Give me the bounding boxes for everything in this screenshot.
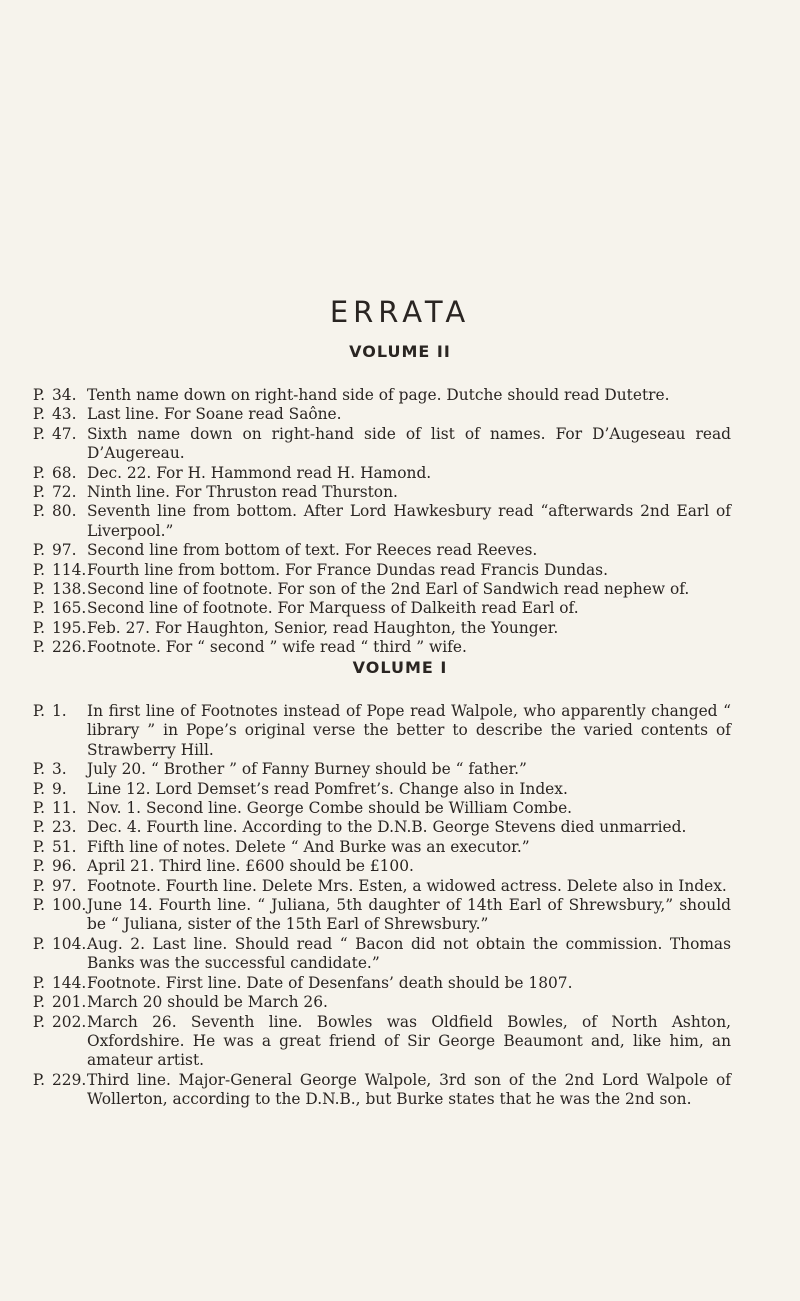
errata-entry: [0, 838, 800, 857]
errata-entry: [0, 638, 800, 657]
entry-prefix: P.: [32, 973, 45, 992]
entry-page-number: 100.: [52, 896, 87, 915]
entry-page-number: 144.: [52, 973, 87, 992]
volume-i-heading: VOLUME I: [352, 658, 448, 677]
entry-page-number: 195.: [52, 618, 87, 637]
errata-entry: [0, 619, 800, 638]
entry-prefix: P.: [32, 896, 45, 915]
entry-text: July 20. “ Brother ” of Fanny Burney should be “ father.”: [87, 760, 527, 779]
errata-entry: [0, 580, 800, 599]
entry-text: Tenth name down on right-hand side of page. Dutche should read Dutetre.: [87, 386, 670, 404]
entry-text: Dec. 4. Fourth line. According to the D.N.B. George Stevens died unmarried.: [87, 818, 687, 837]
errata-entry: [0, 974, 800, 993]
entry-page-number: 202.: [52, 1012, 87, 1031]
errata-entry: [0, 599, 800, 618]
errata-entry: [0, 405, 800, 424]
errata-entry: [0, 760, 800, 779]
entry-page-number: 3.: [52, 760, 67, 779]
entry-text: Footnote. First line. Date of Desenfans’ death should be 1807.: [87, 973, 573, 992]
entry-prefix: P.: [32, 837, 45, 856]
entry-text: June 14. Fourth line. “ Juliana, 5th daughter of 14th Earl of Shrewsbury,” should be “ Juliana, sister of the 15th Earl of Shrewsbury.”: [87, 896, 731, 934]
entry-prefix: P.: [32, 463, 45, 482]
entry-page-number: 1.: [52, 702, 67, 720]
entry-text: Fourth line from bottom. For France Dundas read Francis Dundas.: [87, 560, 608, 579]
entry-page-number: 51.: [52, 837, 77, 856]
entry-page-number: 114.: [52, 560, 87, 579]
entry-prefix: P.: [32, 424, 45, 443]
entry-text: Aug. 2. Last line. Should read “ Bacon did not obtain the commission. Thomas Banks was the successful candidate.”: [87, 934, 731, 973]
entry-page-number: 68.: [52, 463, 77, 482]
errata-entry: [0, 857, 800, 876]
entry-text: Ninth line. For Thruston read Thurston.: [87, 483, 398, 502]
errata-entry: [0, 818, 800, 837]
entry-text: Dec. 22. For H. Hammond read H. Hamond.: [87, 463, 432, 482]
errata-entry: [0, 502, 800, 541]
entry-page-number: 47.: [52, 424, 77, 443]
errata-entry: [0, 425, 800, 464]
entry-prefix: P.: [32, 483, 45, 502]
entry-prefix: P.: [32, 799, 45, 818]
errata-entry: [0, 483, 800, 502]
entry-text: Footnote. For “ second ” wife read “ third ” wife.: [87, 638, 467, 657]
entry-page-number: 43.: [52, 405, 77, 424]
entry-page-number: 138.: [52, 580, 87, 599]
entry-prefix: P.: [32, 760, 45, 779]
entry-page-number: 9.: [52, 779, 67, 798]
entry-text: Last line. For Soane read Saône.: [87, 405, 342, 424]
volume-ii-errata-list: [0, 386, 800, 658]
entry-prefix: P.: [32, 560, 45, 579]
entry-text: Line 12. Lord Demset’s read Pomfret’s. Change also in Index.: [87, 779, 568, 798]
entry-page-number: 229.: [52, 1070, 87, 1089]
entry-text: Second line of footnote. For Marquess of Dalkeith read Earl of.: [87, 599, 579, 618]
entry-page-number: 34.: [52, 386, 77, 404]
entry-text: Sixth name down on right-hand side of list of names. For D’Augeseau read D’Augereau.: [87, 424, 731, 463]
entry-prefix: P.: [32, 876, 45, 895]
entry-text: April 21. Third line. £600 should be £100.: [87, 857, 414, 876]
entry-prefix: P.: [32, 638, 45, 657]
entry-prefix: P.: [32, 857, 45, 876]
entry-page-number: 104.: [52, 934, 87, 953]
page-title: ERRATA: [329, 295, 471, 329]
volume-ii-heading: VOLUME II: [349, 342, 451, 361]
errata-entry: [0, 935, 800, 974]
errata-entry: [0, 541, 800, 560]
entry-page-number: 165.: [52, 599, 87, 618]
entry-prefix: P.: [32, 702, 45, 720]
entry-page-number: 201.: [52, 993, 87, 1012]
entry-prefix: P.: [32, 502, 45, 521]
errata-entry: [0, 702, 800, 760]
errata-entry: [0, 561, 800, 580]
entry-text: Second line of footnote. For son of the 2nd Earl of Sandwich read nephew of.: [87, 580, 690, 599]
entry-prefix: P.: [32, 818, 45, 837]
errata-entry: [0, 896, 800, 935]
errata-entry: [0, 877, 800, 896]
errata-entry: [0, 799, 800, 818]
errata-entry: [0, 780, 800, 799]
entry-text: March 20 should be March 26.: [87, 993, 328, 1012]
entry-prefix: P.: [32, 993, 45, 1012]
entry-text: Feb. 27. For Haughton, Senior, read Haughton, the Younger.: [87, 618, 559, 637]
entry-text: March 26. Seventh line. Bowles was Oldfield Bowles, of North Ashton, Oxfordshire. He was a great friend of Sir George Beaumont and, like him, an amateur artist.: [87, 1012, 731, 1070]
entry-prefix: P.: [32, 405, 45, 424]
entry-page-number: 11.: [52, 799, 77, 818]
entry-text: Second line from bottom of text. For Reeces read Reeves.: [87, 541, 538, 560]
entry-prefix: P.: [32, 599, 45, 618]
entry-page-number: 72.: [52, 483, 77, 502]
errata-entry: [0, 464, 800, 483]
volume-i-errata-list: [0, 702, 800, 1110]
entry-page-number: 80.: [52, 502, 77, 521]
entry-prefix: P.: [32, 779, 45, 798]
entry-page-number: 226.: [52, 638, 87, 657]
entry-text: Seventh line from bottom. After Lord Hawkesbury read “afterwards 2nd Earl of Liverpool.”: [87, 502, 731, 540]
entry-text: Fifth line of notes. Delete “ And Burke was an executor.”: [87, 837, 530, 856]
entry-prefix: P.: [32, 934, 45, 953]
entry-text: Footnote. Fourth line. Delete Mrs. Esten, a widowed actress. Delete also in Index.: [87, 876, 727, 895]
errata-entry: [0, 993, 800, 1012]
errata-entry: [0, 1013, 800, 1071]
entry-page-number: 96.: [52, 857, 77, 876]
entry-prefix: P.: [32, 541, 45, 560]
entry-prefix: P.: [32, 1012, 45, 1031]
entry-prefix: P.: [32, 618, 45, 637]
entry-text: Nov. 1. Second line. George Combe should be William Combe.: [87, 799, 573, 818]
entry-page-number: 97.: [52, 541, 77, 560]
entry-text: In first line of Footnotes instead of Pope read Walpole, who apparently changed “ library ” in Pope’s original verse the better to describe the varied contents of Strawberry Hill.: [87, 702, 731, 759]
entry-text: Third line. Major-General George Walpole, 3rd son of the 2nd Lord Walpole of Wollerton, according to the D.N.B., but Burke states that he was the 2nd son.: [87, 1070, 731, 1109]
errata-entry: [0, 1071, 800, 1110]
errata-entry: [0, 386, 800, 405]
entry-page-number: 97.: [52, 876, 77, 895]
entry-prefix: P.: [32, 386, 45, 404]
entry-prefix: P.: [32, 1070, 45, 1089]
entry-prefix: P.: [32, 580, 45, 599]
entry-page-number: 23.: [52, 818, 77, 837]
